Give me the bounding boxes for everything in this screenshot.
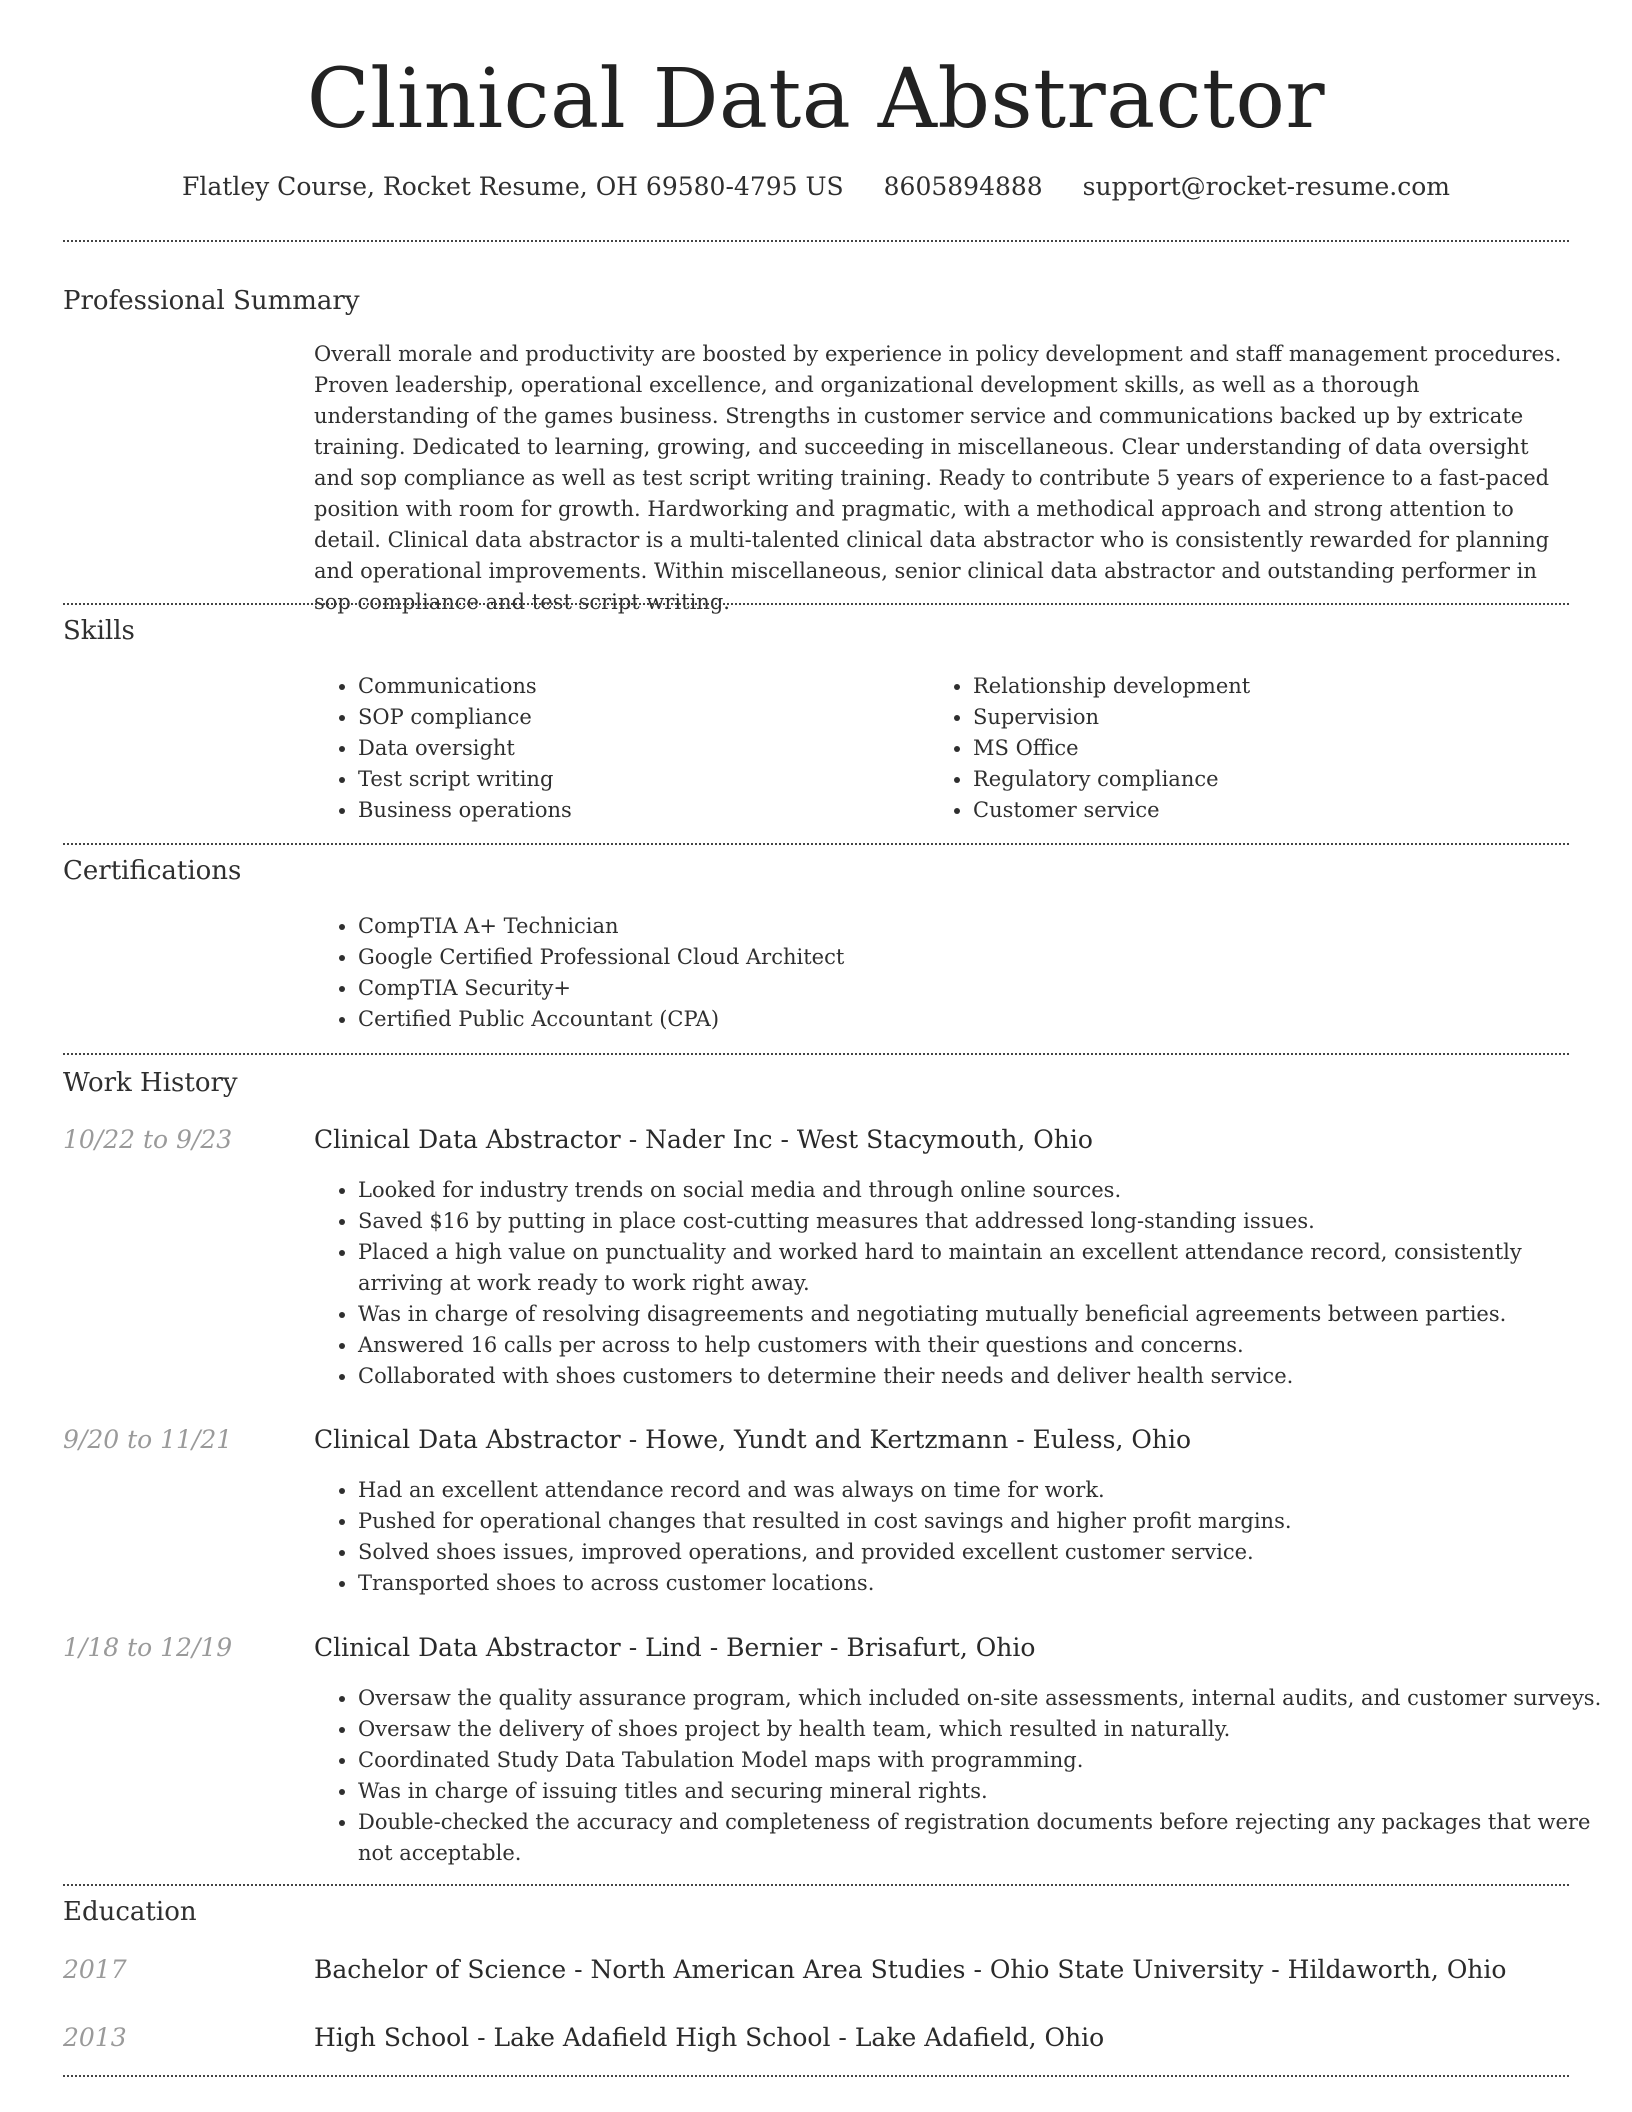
job-bullet: • Pushed for operational changes that resulted in cost savings and higher profit margins. — [358, 1506, 1613, 1537]
job-bullet: • Answered 16 calls per across to help customers with their questions and concerns. — [358, 1330, 1613, 1361]
certifications-list — [314, 911, 1558, 1035]
resume-page — [63, 0, 1602, 2112]
job-bullet: • Saved $16 by putting in place cost-cutting measures that addressed long-standing issues. — [358, 1206, 1613, 1237]
skill-item: • Customer service — [973, 795, 1573, 826]
job-bullet: • Oversaw the quality assurance program, which included on-site assessments, internal audits, and customer surveys. — [358, 1683, 1613, 1714]
contact-line — [63, 167, 1569, 207]
skill-item: • Business operations — [358, 795, 918, 826]
certification-item: • Certified Public Accountant (CPA) — [358, 1004, 1558, 1035]
education-entry — [314, 2020, 1104, 2056]
skill-item: • Test script writing — [358, 764, 918, 795]
candidate-name: Clinical Data Abstractor — [306, 52, 1326, 147]
education-year: 2017 — [63, 1955, 127, 1984]
job-heading — [314, 1630, 1035, 1666]
job-bullet: • Oversaw the delivery of shoes project by health team, which resulted in naturally. — [358, 1714, 1613, 1745]
job-dates: 10/22 to 9/23 — [63, 1125, 233, 1154]
education-year: 2013 — [63, 2023, 127, 2052]
job-bullet: • Coordinated Study Data Tabulation Model maps with programming. — [358, 1745, 1613, 1776]
section-divider — [63, 2075, 1569, 2077]
skills-list-right — [929, 671, 1573, 826]
section-divider — [63, 1884, 1569, 1886]
job-heading — [314, 1422, 1191, 1458]
section-divider — [63, 843, 1569, 845]
skill-item: • Regulatory compliance — [973, 764, 1573, 795]
education-details: - North American Area Studies - Ohio State University - Hildaworth, Ohio — [566, 1955, 1507, 1984]
job-bullet: • Had an excellent attendance record and was always on time for work. — [358, 1475, 1613, 1506]
education-degree: Bachelor of Science — [314, 1955, 567, 1984]
job-bullets — [314, 1175, 1613, 1392]
section-divider — [63, 1053, 1569, 1055]
job-bullet: • Looked for industry trends on social media and through online sources. — [358, 1175, 1613, 1206]
job-bullet: • Was in charge of issuing titles and securing mineral rights. — [358, 1776, 1613, 1807]
education-heading: Education — [63, 1897, 197, 1927]
contact-email: support@rocket-resume.com — [1082, 172, 1450, 201]
education-details: - Lake Adafield High School - Lake Adafield, Ohio — [469, 2023, 1105, 2052]
job-heading — [314, 1122, 1093, 1158]
certification-item: • CompTIA Security+ — [358, 973, 1558, 1004]
skill-item: • Relationship development — [973, 671, 1573, 702]
section-divider — [63, 240, 1569, 242]
certifications-heading: Certifications — [63, 856, 242, 886]
education-degree: High School — [314, 2023, 470, 2052]
education-entry — [314, 1952, 1506, 1988]
skill-item: • MS Office — [973, 733, 1573, 764]
job-bullets — [314, 1475, 1613, 1599]
job-title: Clinical Data Abstractor — [314, 1633, 621, 1662]
certification-item: • CompTIA A+ Technician — [358, 911, 1558, 942]
certification-item: • Google Certified Professional Cloud Architect — [358, 942, 1558, 973]
section-divider — [63, 603, 1569, 605]
skill-item: • Communications — [358, 671, 918, 702]
job-bullet: • Collaborated with shoes customers to determine their needs and deliver health service. — [358, 1361, 1613, 1392]
skills-list-left — [314, 671, 918, 826]
job-employer: - Nader Inc - West Stacymouth, Ohio — [620, 1125, 1093, 1154]
job-title: Clinical Data Abstractor — [314, 1125, 621, 1154]
job-bullets — [314, 1683, 1613, 1869]
job-title: Clinical Data Abstractor — [314, 1425, 621, 1454]
job-bullet: • Solved shoes issues, improved operations, and provided excellent customer service. — [358, 1537, 1613, 1568]
job-employer: - Howe, Yundt and Kertzmann - Euless, Ohio — [620, 1425, 1191, 1454]
summary-heading: Professional Summary — [63, 286, 360, 316]
skill-item: • Supervision — [973, 702, 1573, 733]
contact-address: Flatley Course, Rocket Resume, OH 69580-4795 US — [182, 172, 844, 201]
summary-text: Overall morale and productivity are boosted by experience in policy development and staff management procedures. Proven leadership, operational excellence, and organizational development skills, as well as a thorough understanding of the games business. Strengths in customer service and communications backed up by extricate training. Dedicated to learning, growing, and succeeding in miscellaneous. Clear understanding of data oversight and sop compliance as well as test script writing training. Ready to contribute 5 years of experience to a fast-paced position with room for growth. Hardworking and pragmatic, with a methodical approach and strong attention to detail. Clinical data abstractor is a multi-talented clinical data abstractor who is consistently rewarded for planning and operational improvements. Within miscellaneous, senior clinical data abstractor and outstanding performer in sop compliance and test script writing. — [314, 342, 1562, 614]
skill-item: • SOP compliance — [358, 702, 918, 733]
job-bullet: • Double-checked the accuracy and completeness of registration documents before rejecting any packages that were not acceptable. — [358, 1807, 1613, 1869]
skill-item: • Data oversight — [358, 733, 918, 764]
contact-phone: 8605894888 — [883, 172, 1043, 201]
job-dates: 9/20 to 11/21 — [63, 1425, 233, 1454]
job-bullet: • Transported shoes to across customer locations. — [358, 1568, 1613, 1599]
job-bullet: • Placed a high value on punctuality and worked hard to maintain an excellent attendance record, consistently arriving at work ready to work right away. — [358, 1237, 1613, 1299]
job-bullet: • Was in charge of resolving disagreements and negotiating mutually beneficial agreements between parties. — [358, 1299, 1613, 1330]
work-history-heading: Work History — [63, 1068, 238, 1098]
job-dates: 1/18 to 12/19 — [63, 1633, 233, 1662]
skills-heading: Skills — [63, 616, 135, 646]
job-employer: - Lind - Bernier - Brisafurt, Ohio — [620, 1633, 1036, 1662]
